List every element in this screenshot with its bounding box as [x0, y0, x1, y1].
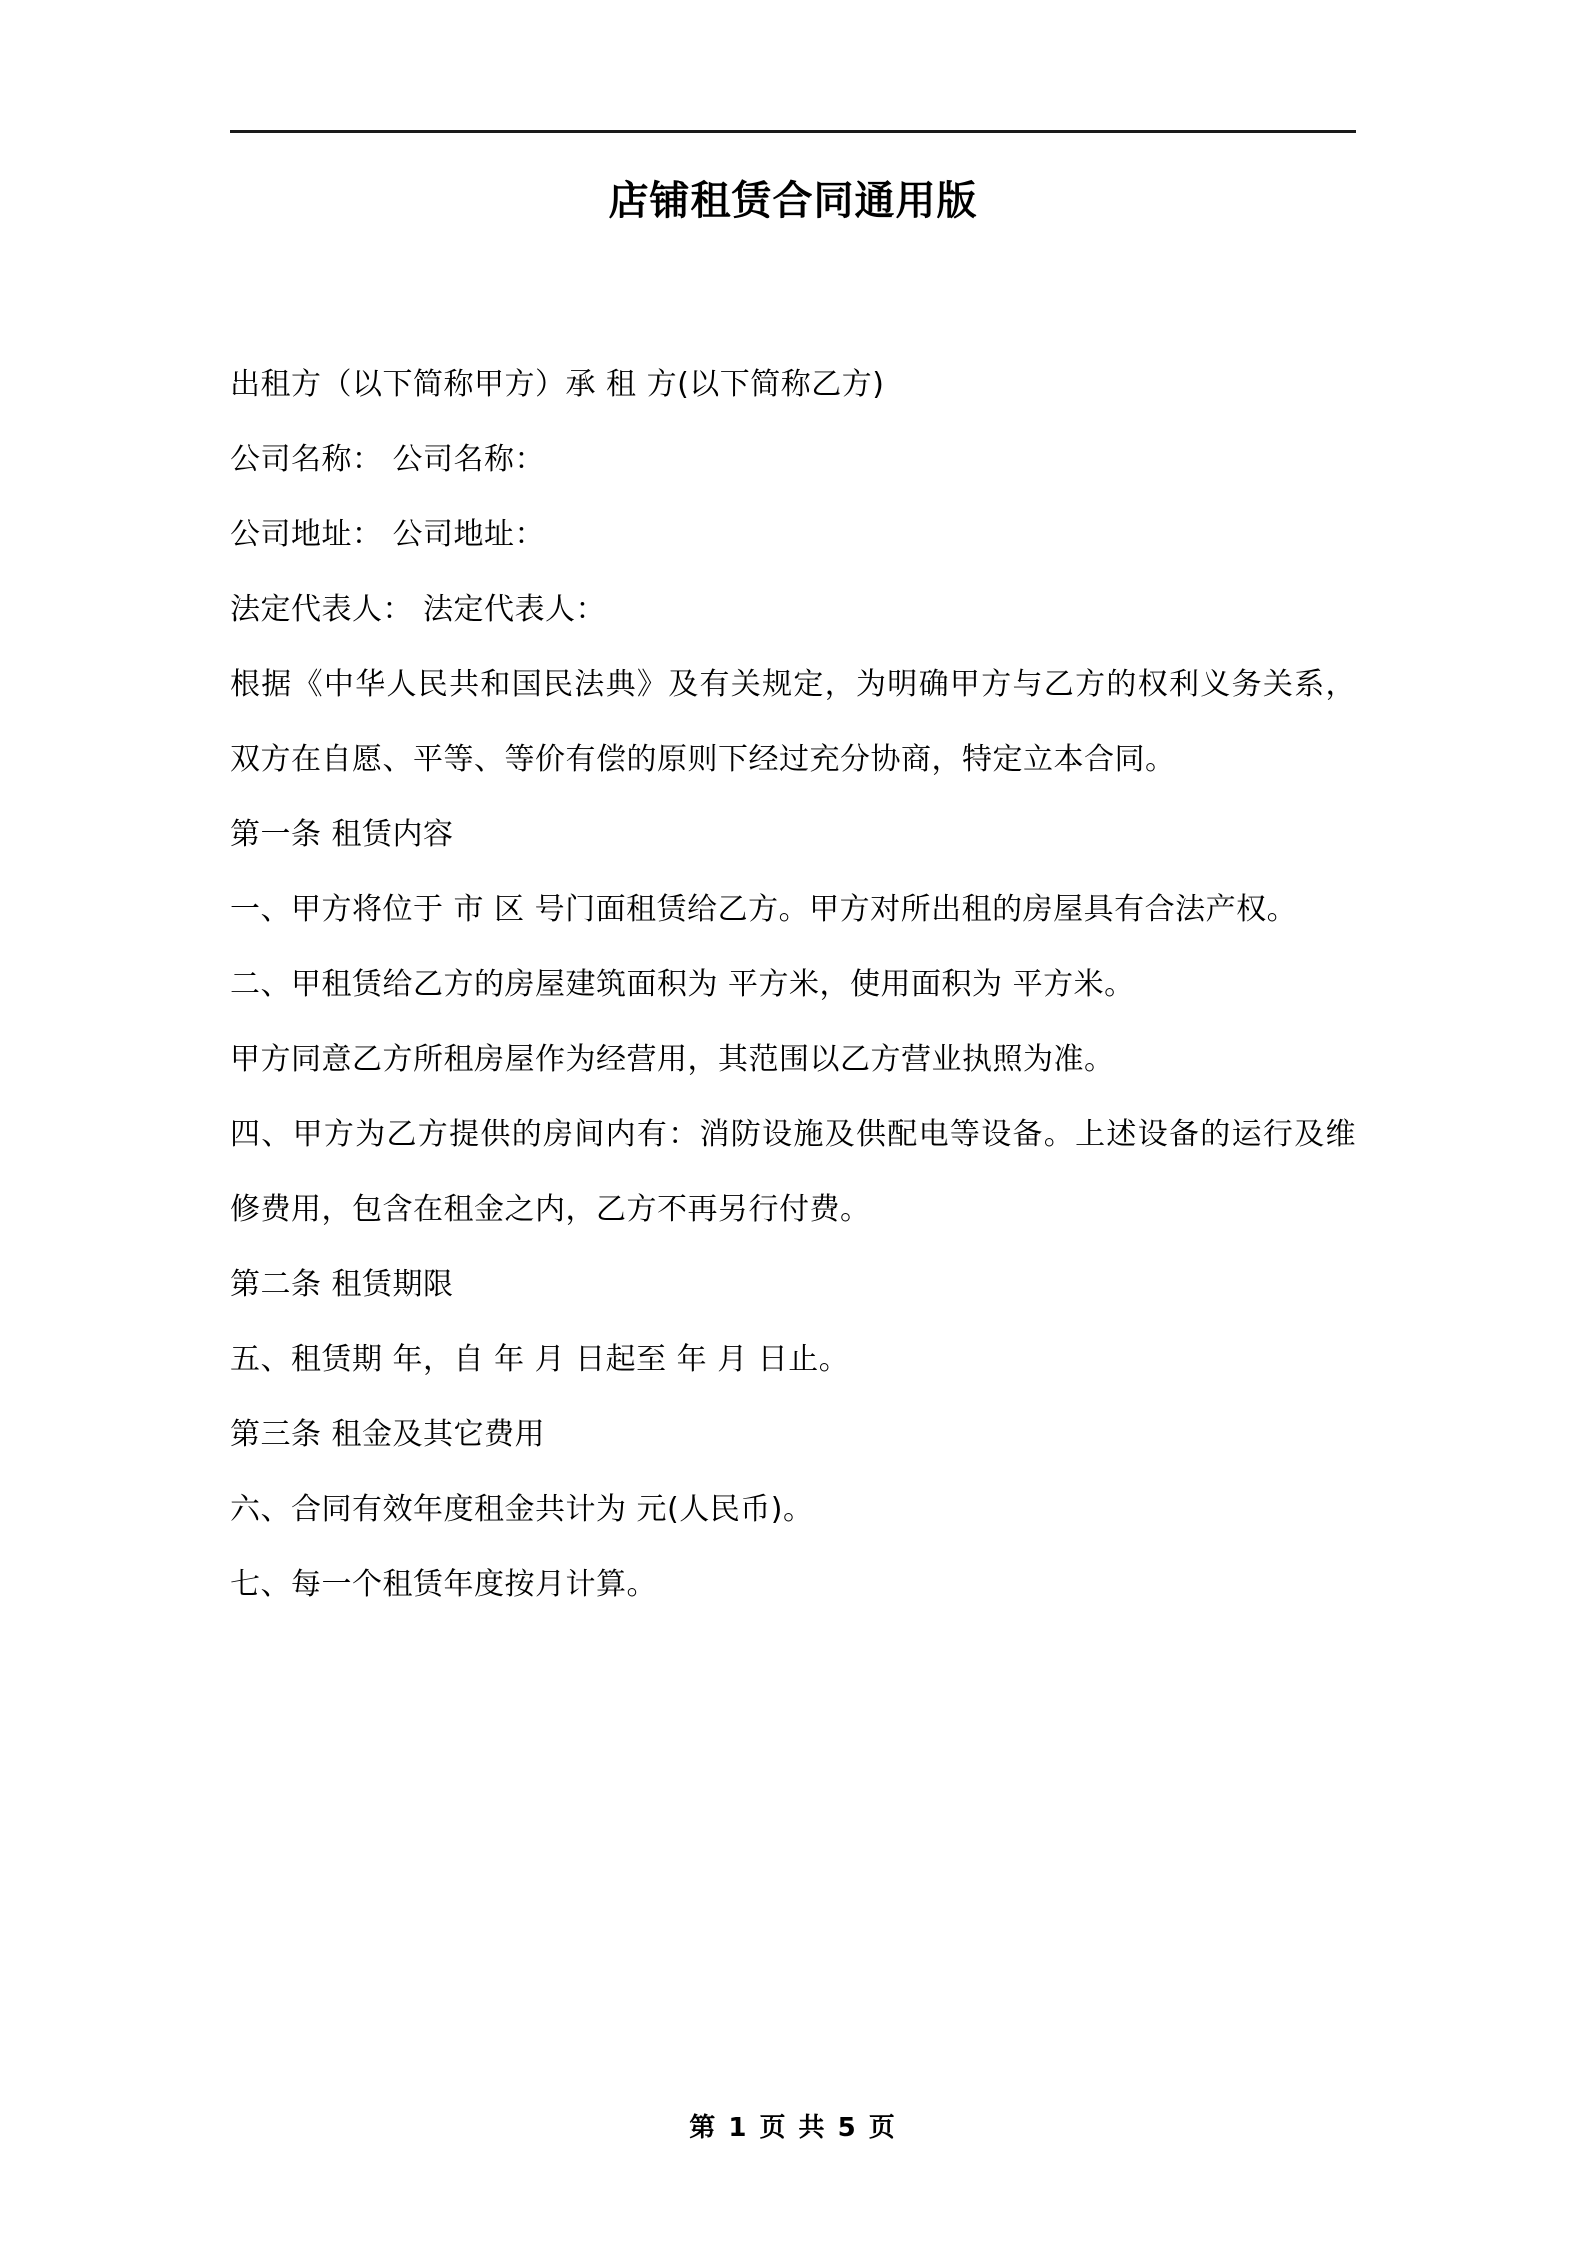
- header-divider: [230, 130, 1356, 133]
- paragraph: 六、合同有效年度租金共计为 元(人民币)。: [230, 1492, 814, 1527]
- page-footer: 第 1 页 共 5 页: [689, 2113, 897, 2143]
- section-heading: 第二条 租赁期限: [230, 1267, 454, 1302]
- paragraph: 法定代表人： 法定代表人：: [230, 592, 607, 627]
- document-body: [230, 347, 1356, 1622]
- section-heading: 第一条 租赁内容: [230, 817, 454, 852]
- paragraph: 公司地址： 公司地址：: [230, 517, 546, 552]
- paragraph: 五、租赁期 年，自 年 月 日起至 年 月 日止。: [230, 1342, 850, 1377]
- section-heading: 第三条 租金及其它费用: [230, 1417, 546, 1452]
- paragraph: 四、甲方为乙方提供的房间内有：消防设施及供配电等设备。上述设备的运行及维修费用，包含在租金之内，乙方不再另行付费。: [230, 1117, 1356, 1227]
- paragraph: 公司名称： 公司名称：: [230, 442, 546, 477]
- document-content: [230, 130, 1356, 1622]
- paragraph: 二、甲租赁给乙方的房屋建筑面积为 平方米，使用面积为 平方米。: [230, 967, 1135, 1002]
- paragraph: 七、每一个租赁年度按月计算。: [230, 1567, 657, 1602]
- paragraph: 一、甲方将位于 市 区 号门面租赁给乙方。甲方对所出租的房屋具有合法产权。: [230, 892, 1298, 927]
- paragraph: 甲方同意乙方所租房屋作为经营用，其范围以乙方营业执照为准。: [230, 1042, 1115, 1077]
- paragraph: 根据《中华人民共和国民法典》及有关规定，为明确甲方与乙方的权利义务关系，双方在自愿、平等、等价有偿的原则下经过充分协商，特定立本合同。: [230, 667, 1356, 777]
- paragraph: 出租方（以下简称甲方）承 租 方(以下简称乙方): [230, 367, 885, 402]
- page-title: 店铺租赁合同通用版: [608, 178, 978, 224]
